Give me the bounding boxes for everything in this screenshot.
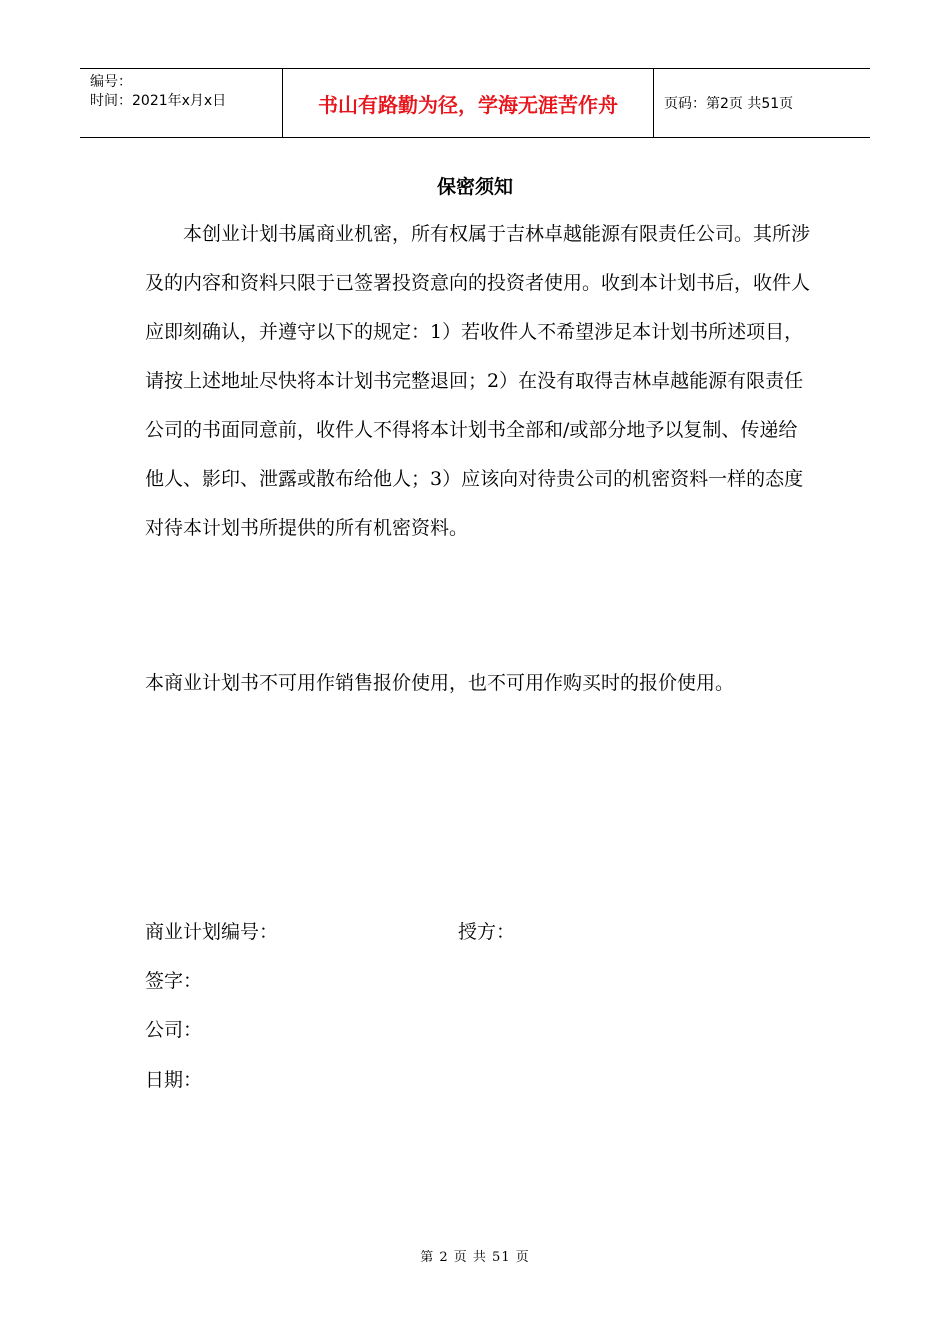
serial-label: 编号： — [90, 74, 132, 90]
confidentiality-paragraph: 本创业计划书属商业机密，所有权属于吉林卓越能源有限责任公司。其所涉及的内容和资料只限于已签署投资意向的投资者使用。收到本计划书后，收件人应即刻确认，并遵守以下的规定：1）若收件人不希望涉足本计划书所述项目，请按上述地址尽快将本计划书完整退回；2）在没有取得吉林卓越能源有限责任公司的书面同意前，收件人不得将本计划书全部和/或部分地予以复制、传递给他人、影印、泄露或散布给他人；3）应该向对待贵公司的机密资料一样的态度对待本计划书所提供的所有机密资料。 — [145, 223, 811, 539]
header-meta-cell — [80, 69, 282, 137]
sign-label: 签字： — [145, 970, 203, 992]
header-page-info: 页码：第2页 共51页 — [664, 96, 794, 112]
page-footer: 第 2 页 共 51 页 — [420, 1250, 530, 1265]
pricing-paragraph: 本商业计划书不可用作销售报价使用，也不可用作购买时的报价使用。 — [145, 672, 735, 694]
document-title: 保密须知 — [436, 176, 513, 198]
time-label: 时间：2021年x月x日 — [90, 93, 227, 109]
page-header — [80, 68, 870, 138]
header-motto: 书山有路勤为径，学海无涯苦作舟 — [282, 69, 654, 137]
company-label: 公司： — [145, 1019, 203, 1041]
plan-number-label: 商业计划编号： — [145, 921, 279, 943]
grantee-label: 授方： — [458, 921, 516, 943]
date-label: 日期： — [145, 1069, 203, 1091]
